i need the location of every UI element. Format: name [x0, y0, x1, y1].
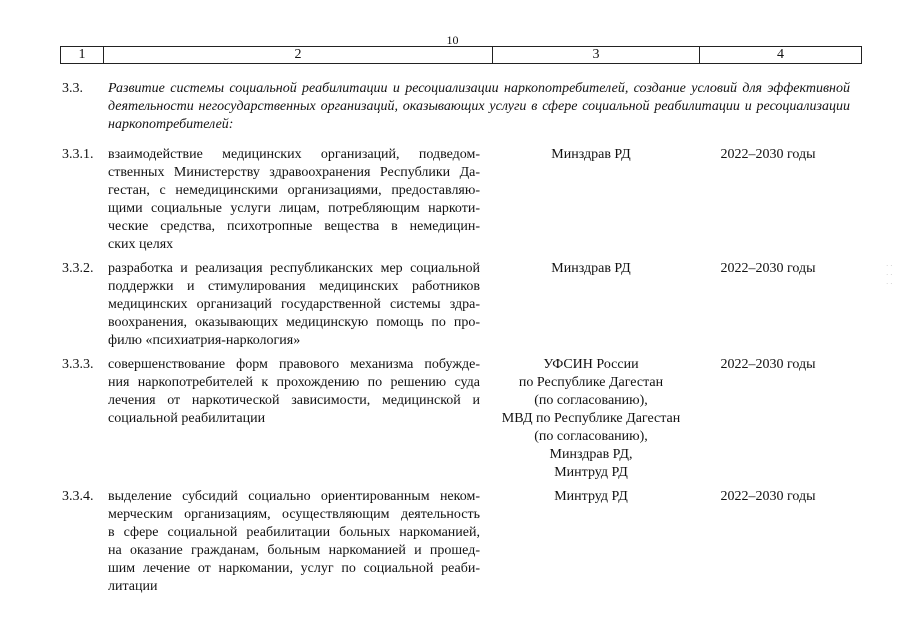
description-line: ния наркопотребителей к прохождению по решению суда: [108, 375, 480, 390]
column-header-2: 2: [104, 47, 493, 64]
description-line: шим лечение от наркомании, услуг по социальной реаби-: [108, 561, 480, 576]
row-number: 3.3.1.: [62, 147, 94, 162]
description-line: воохранения, оказывающих медицинскую помощь по про-: [108, 315, 480, 330]
description-line: выделение субсидий социально ориентированным неком-: [108, 489, 480, 504]
row-executor: [485, 488, 697, 506]
row-term: 2022–2030 годы: [720, 261, 816, 276]
description-line: совершенствование форм правового механизма побужде-: [108, 357, 480, 372]
row-term: 2022–2030 годы: [720, 489, 816, 504]
description-line: поддержки и стимулирования медицинских работников: [108, 279, 480, 294]
column-header-3: 3: [493, 47, 700, 64]
description-line: медицинских организаций государственной системы здра-: [108, 297, 480, 312]
row-description: [108, 260, 480, 350]
description-line: гестан, с немедицинскими организациями, предоставляю-: [108, 183, 480, 198]
row-executor: [485, 356, 697, 482]
row-term: 2022–2030 годы: [720, 357, 816, 372]
description-line: ственных Министерству здравоохранения Республики Да-: [108, 165, 480, 180]
row-executor: [485, 146, 697, 164]
description-line: взаимодействие медицинских организаций, подведом-: [108, 147, 480, 162]
description-line: в сфере социальной реабилитации больных наркоманией,: [108, 525, 480, 540]
executor-line: Минтруд РД: [554, 465, 628, 480]
column-header-table: [60, 46, 862, 64]
section-number: 3.3.: [62, 81, 83, 96]
row-number: 3.3.4.: [62, 489, 94, 504]
executor-line: (по согласованию),: [534, 393, 648, 408]
executor-line: (по согласованию),: [534, 429, 648, 444]
executor-line: по Республике Дагестан: [518, 375, 664, 390]
executor-line: Минздрав РД: [551, 261, 631, 276]
description-line: разработка и реализация республиканских мер социальной: [108, 261, 480, 276]
section-title: Развитие системы социальной реабилитации и ресоциализации наркопотребителей, создание условий для эффективной деятельности негосударственных организаций, оказывающих услуги в сфере социальной реабилитации и ресоциализации наркопотребителей:: [108, 81, 850, 132]
executor-line: УФСИН России: [543, 357, 639, 372]
row-number: 3.3.2.: [62, 261, 94, 276]
description-line: ских целях: [108, 237, 174, 252]
description-line: ческие средства, психотропные вещества в немедицин-: [108, 219, 480, 234]
column-header-4: 4: [700, 47, 862, 64]
executor-line: Минздрав РД,: [549, 447, 633, 462]
row-executor: [485, 260, 697, 278]
row-term: 2022–2030 годы: [720, 147, 816, 162]
margin-scan-marks: · · · · · ·: [886, 262, 893, 288]
executor-line: Минтруд РД: [554, 489, 628, 504]
description-line: щими социальные услуги лицам, потребляющим наркоти-: [108, 201, 480, 216]
description-line: лечения от наркотической зависимости, медицинской и: [108, 393, 480, 408]
executor-line: МВД по Республике Дагестан: [501, 411, 681, 426]
executor-line: Минздрав РД: [551, 147, 631, 162]
description-line: литации: [108, 579, 158, 594]
row-description: [108, 488, 480, 596]
row-description: [108, 356, 480, 428]
description-line: социальной реабилитации: [108, 411, 266, 426]
description-line: на оказание гражданам, больным наркоманией и прошед-: [108, 543, 480, 558]
row-number: 3.3.3.: [62, 357, 94, 372]
page-number: 10: [446, 33, 459, 47]
description-line: мерческим организациям, осуществляющим деятельность: [108, 507, 480, 522]
row-description: [108, 146, 480, 254]
description-line: филю «психиатрия-наркология»: [108, 333, 301, 348]
column-header-1: 1: [61, 47, 104, 64]
